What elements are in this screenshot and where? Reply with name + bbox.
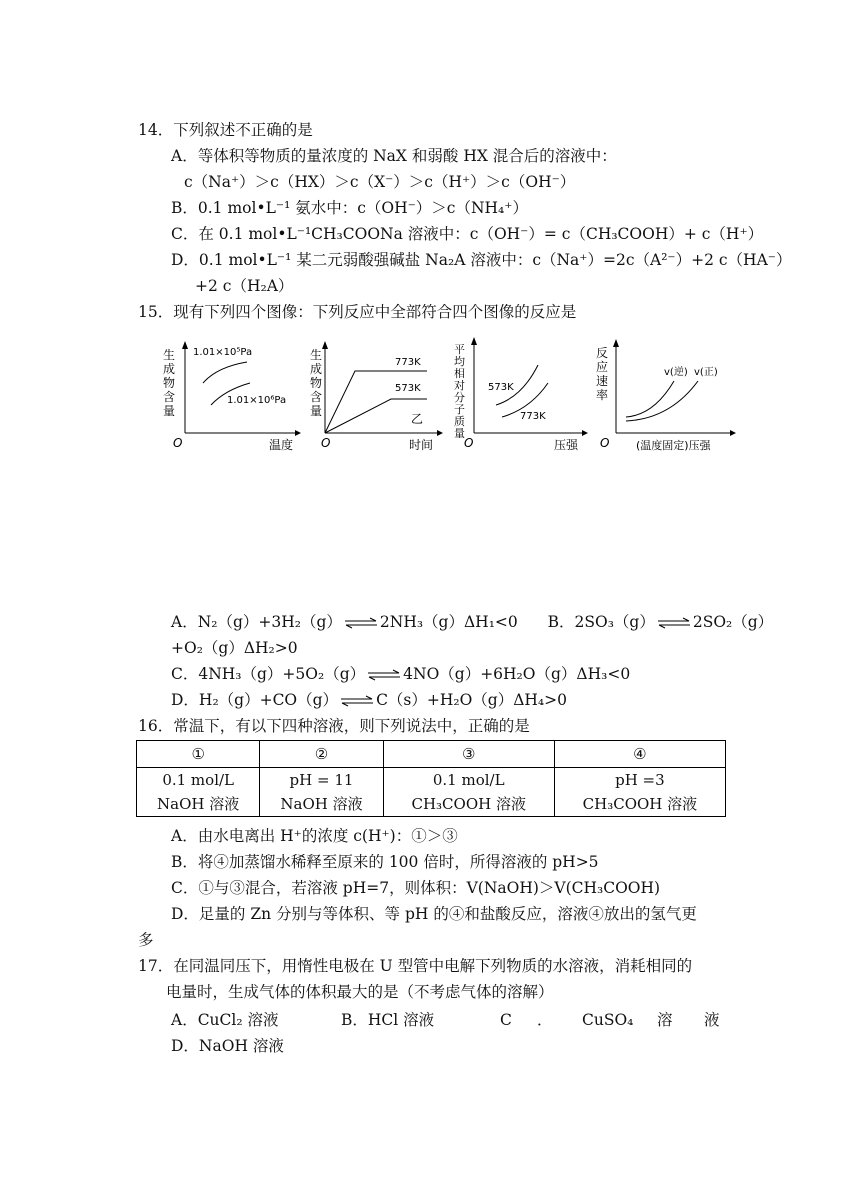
- g3-ylabel-1: 平: [454, 343, 465, 356]
- g1-xlabel: 温度: [269, 438, 294, 452]
- g2-ylabel-5: 量: [310, 404, 323, 418]
- g3-ylabel-7: 质: [454, 415, 465, 428]
- g2-label-573K: 573K: [395, 383, 421, 394]
- q15-graph-3: [450, 335, 600, 455]
- q14-option-d: D．0.1 mol•L⁻¹ 某二元弱酸强碱盐 Na₂A 溶液中：c（Na⁺）=2c（A²⁻）+2 c（HA⁻）: [171, 251, 792, 269]
- table-cell: [260, 768, 383, 817]
- q15-option-d-left: D．H₂（g）+CO（g）: [171, 691, 339, 709]
- table-cell: [554, 768, 725, 817]
- g4-ylabel-1: 反: [596, 346, 609, 360]
- table-header-3: ③: [383, 741, 554, 768]
- g2-ylabel-3: 物: [310, 376, 323, 390]
- g1-ylabel-2: 成: [163, 362, 176, 376]
- g3-ylabel-4: 对: [454, 379, 465, 392]
- equilibrium-arrow-icon: [657, 617, 691, 629]
- g3-ylabel-6: 子: [454, 403, 465, 416]
- q14-option-c: C．在 0.1 mol•L⁻¹CH₃COONa 溶液中：c（OH⁻）= c（CH₃COOH）+ c（H⁺）: [171, 225, 764, 243]
- g1-ylabel-3: 物: [163, 376, 176, 390]
- g2-origin: O: [321, 436, 331, 450]
- q14-option-b: B．0.1 mol•L⁻¹ 氨水中：c（OH⁻）＞c（NH₄⁺）: [171, 199, 528, 217]
- g2-ylabel-4: 含: [310, 390, 323, 404]
- q16-option-a: A．由水电离出 H⁺的浓度 c(H⁺)：①＞③: [171, 827, 458, 845]
- g2-ylabel-2: 成: [310, 362, 323, 376]
- cell-concentration: 0.1 mol/L: [432, 771, 505, 789]
- cell-solution: CH₃COOH 溶液: [411, 795, 526, 813]
- g1-curve-upper: [203, 362, 247, 383]
- q16-option-d: D．足量的 Zn 分别与等体积、等 pH 的④和盐酸反应，溶液④放出的氢气更: [171, 905, 697, 923]
- q15-graph-2: [305, 335, 455, 455]
- cell-solution: NaOH 溶液: [157, 795, 240, 813]
- q17-option-a: A．CuCl₂ 溶液: [171, 1011, 279, 1029]
- g4-origin: O: [600, 436, 610, 450]
- g4-label-v-reverse: v(逆): [664, 367, 688, 378]
- q17-title-continuation: 电量时，生成气体的体积最大的是（不考虑气体的溶解）: [166, 983, 554, 1001]
- g1-origin: O: [173, 436, 183, 450]
- cell-concentration: pH =3: [615, 771, 665, 789]
- equilibrium-arrow-icon: [344, 617, 378, 629]
- g1-ylabel-5: 量: [163, 404, 176, 418]
- q16-title: 16．常温下，有以下四种溶液，则下列说法中，正确的是: [138, 717, 530, 735]
- g3-ylabel-3: 相: [454, 367, 465, 380]
- cell-concentration: 0.1 mol/L: [162, 771, 235, 789]
- g2-ylabel-1: 生: [310, 348, 323, 362]
- q15-option-b-left: B．2SO₃（g）: [547, 613, 655, 631]
- q15-graph-4: [590, 335, 755, 455]
- q15-option-c-right: 4NO（g）+6H₂O（g）ΔH₃<0: [403, 665, 631, 683]
- table-header-2: ②: [260, 741, 383, 768]
- g3-label-573K: 573K: [488, 382, 514, 393]
- g1-ylabel-1: 生: [163, 348, 176, 362]
- q16-solutions-table: [136, 740, 726, 817]
- q17-option-b: B．HCl 溶液: [341, 1011, 435, 1029]
- g3-xlabel: 压强: [554, 438, 579, 452]
- q17-option-c-dot: ．: [537, 1011, 553, 1029]
- q17-option-d: D．NaOH 溶液: [171, 1037, 284, 1055]
- g3-ylabel-5: 分: [454, 391, 465, 404]
- g4-xlabel: (温度固定)压强: [636, 439, 711, 452]
- q17-option-c-letter: C: [500, 1011, 512, 1029]
- q17-option-c-word-2: 液: [704, 1011, 720, 1029]
- equilibrium-arrow-icon: [367, 669, 401, 681]
- g2-tag: 乙: [411, 412, 424, 426]
- q15-option-c: [171, 664, 630, 684]
- table-cell: [137, 768, 260, 817]
- g3-label-773K: 773K: [520, 411, 546, 422]
- q15-option-d-right: C（s）+H₂O（g）ΔH₄>0: [376, 691, 567, 709]
- cell-concentration: pH = 11: [289, 771, 354, 789]
- q17-option-c-formula: CuSO₄: [582, 1011, 634, 1029]
- q16-option-d-continuation: 多: [138, 931, 154, 949]
- table-header-4: ④: [554, 741, 725, 768]
- cell-solution: NaOH 溶液: [280, 795, 363, 813]
- table-cell: [383, 768, 554, 817]
- q17-title: 17．在同温同压下，用惰性电极在 U 型管中电解下列物质的水溶液，消耗相同的: [138, 957, 693, 975]
- q15-option-a-left: A．N₂（g）+3H₂（g）: [171, 613, 342, 631]
- q15-option-d: [171, 690, 567, 710]
- q16-option-b: B．将④加蒸馏水稀释至原来的 100 倍时，所得溶液的 pH>5: [171, 853, 599, 871]
- q14-option-d-continuation: +2 c（H₂A）: [195, 277, 294, 295]
- q16-option-c: C．①与③混合，若溶液 pH=7，则体积：V(NaOH)＞V(CH₃COOH): [171, 879, 661, 897]
- q15-title: 15．现有下列四个图像：下列反应中全部符合四个图像的反应是: [138, 303, 577, 321]
- q14-option-a-inequality: c（Na⁺）＞c（HX）＞c（X⁻）＞c（H⁺）＞c（OH⁻）: [184, 173, 576, 191]
- g4-curve-v-reverse: [626, 381, 674, 417]
- q15-option-c-left: C．4NH₃（g）+5O₂（g）: [171, 665, 366, 683]
- q15-graph-1: [155, 335, 305, 455]
- cell-solution: CH₃COOH 溶液: [582, 795, 698, 813]
- g3-ylabel-8: 量: [454, 427, 465, 440]
- g4-ylabel-4: 率: [596, 388, 609, 402]
- q14-option-a: A．等体积等物质的量浓度的 NaX 和弱酸 HX 混合后的溶液中：: [171, 147, 617, 165]
- g4-label-v-forward: v(正): [694, 367, 718, 378]
- q15-option-b-right: 2SO₂（g）: [692, 613, 774, 631]
- g3-ylabel-2: 均: [454, 355, 465, 368]
- q14-title: 14．下列叙述不正确的是: [138, 121, 313, 139]
- g4-ylabel-2: 应: [596, 360, 609, 374]
- q15-options-row1: [171, 612, 773, 632]
- g1-curve-upper-label: 1.01×10⁵Pa: [193, 347, 253, 358]
- g3-origin: O: [464, 436, 474, 450]
- g4-ylabel-3: 速: [596, 374, 609, 388]
- q15-option-a-right: 2NH₃（g）ΔH₁<0: [379, 613, 518, 631]
- g1-curve-lower-label: 1.01×10⁶Pa: [227, 395, 287, 406]
- equilibrium-arrow-icon: [340, 695, 374, 707]
- table-header-1: ①: [137, 741, 260, 768]
- q15-option-b-continuation: +O₂（g）ΔH₂>0: [171, 639, 298, 657]
- g1-ylabel-4: 含: [163, 390, 176, 404]
- q17-option-c-word-1: 溶: [657, 1011, 673, 1029]
- g2-label-773K: 773K: [395, 357, 421, 368]
- g2-xlabel: 时间: [409, 438, 434, 452]
